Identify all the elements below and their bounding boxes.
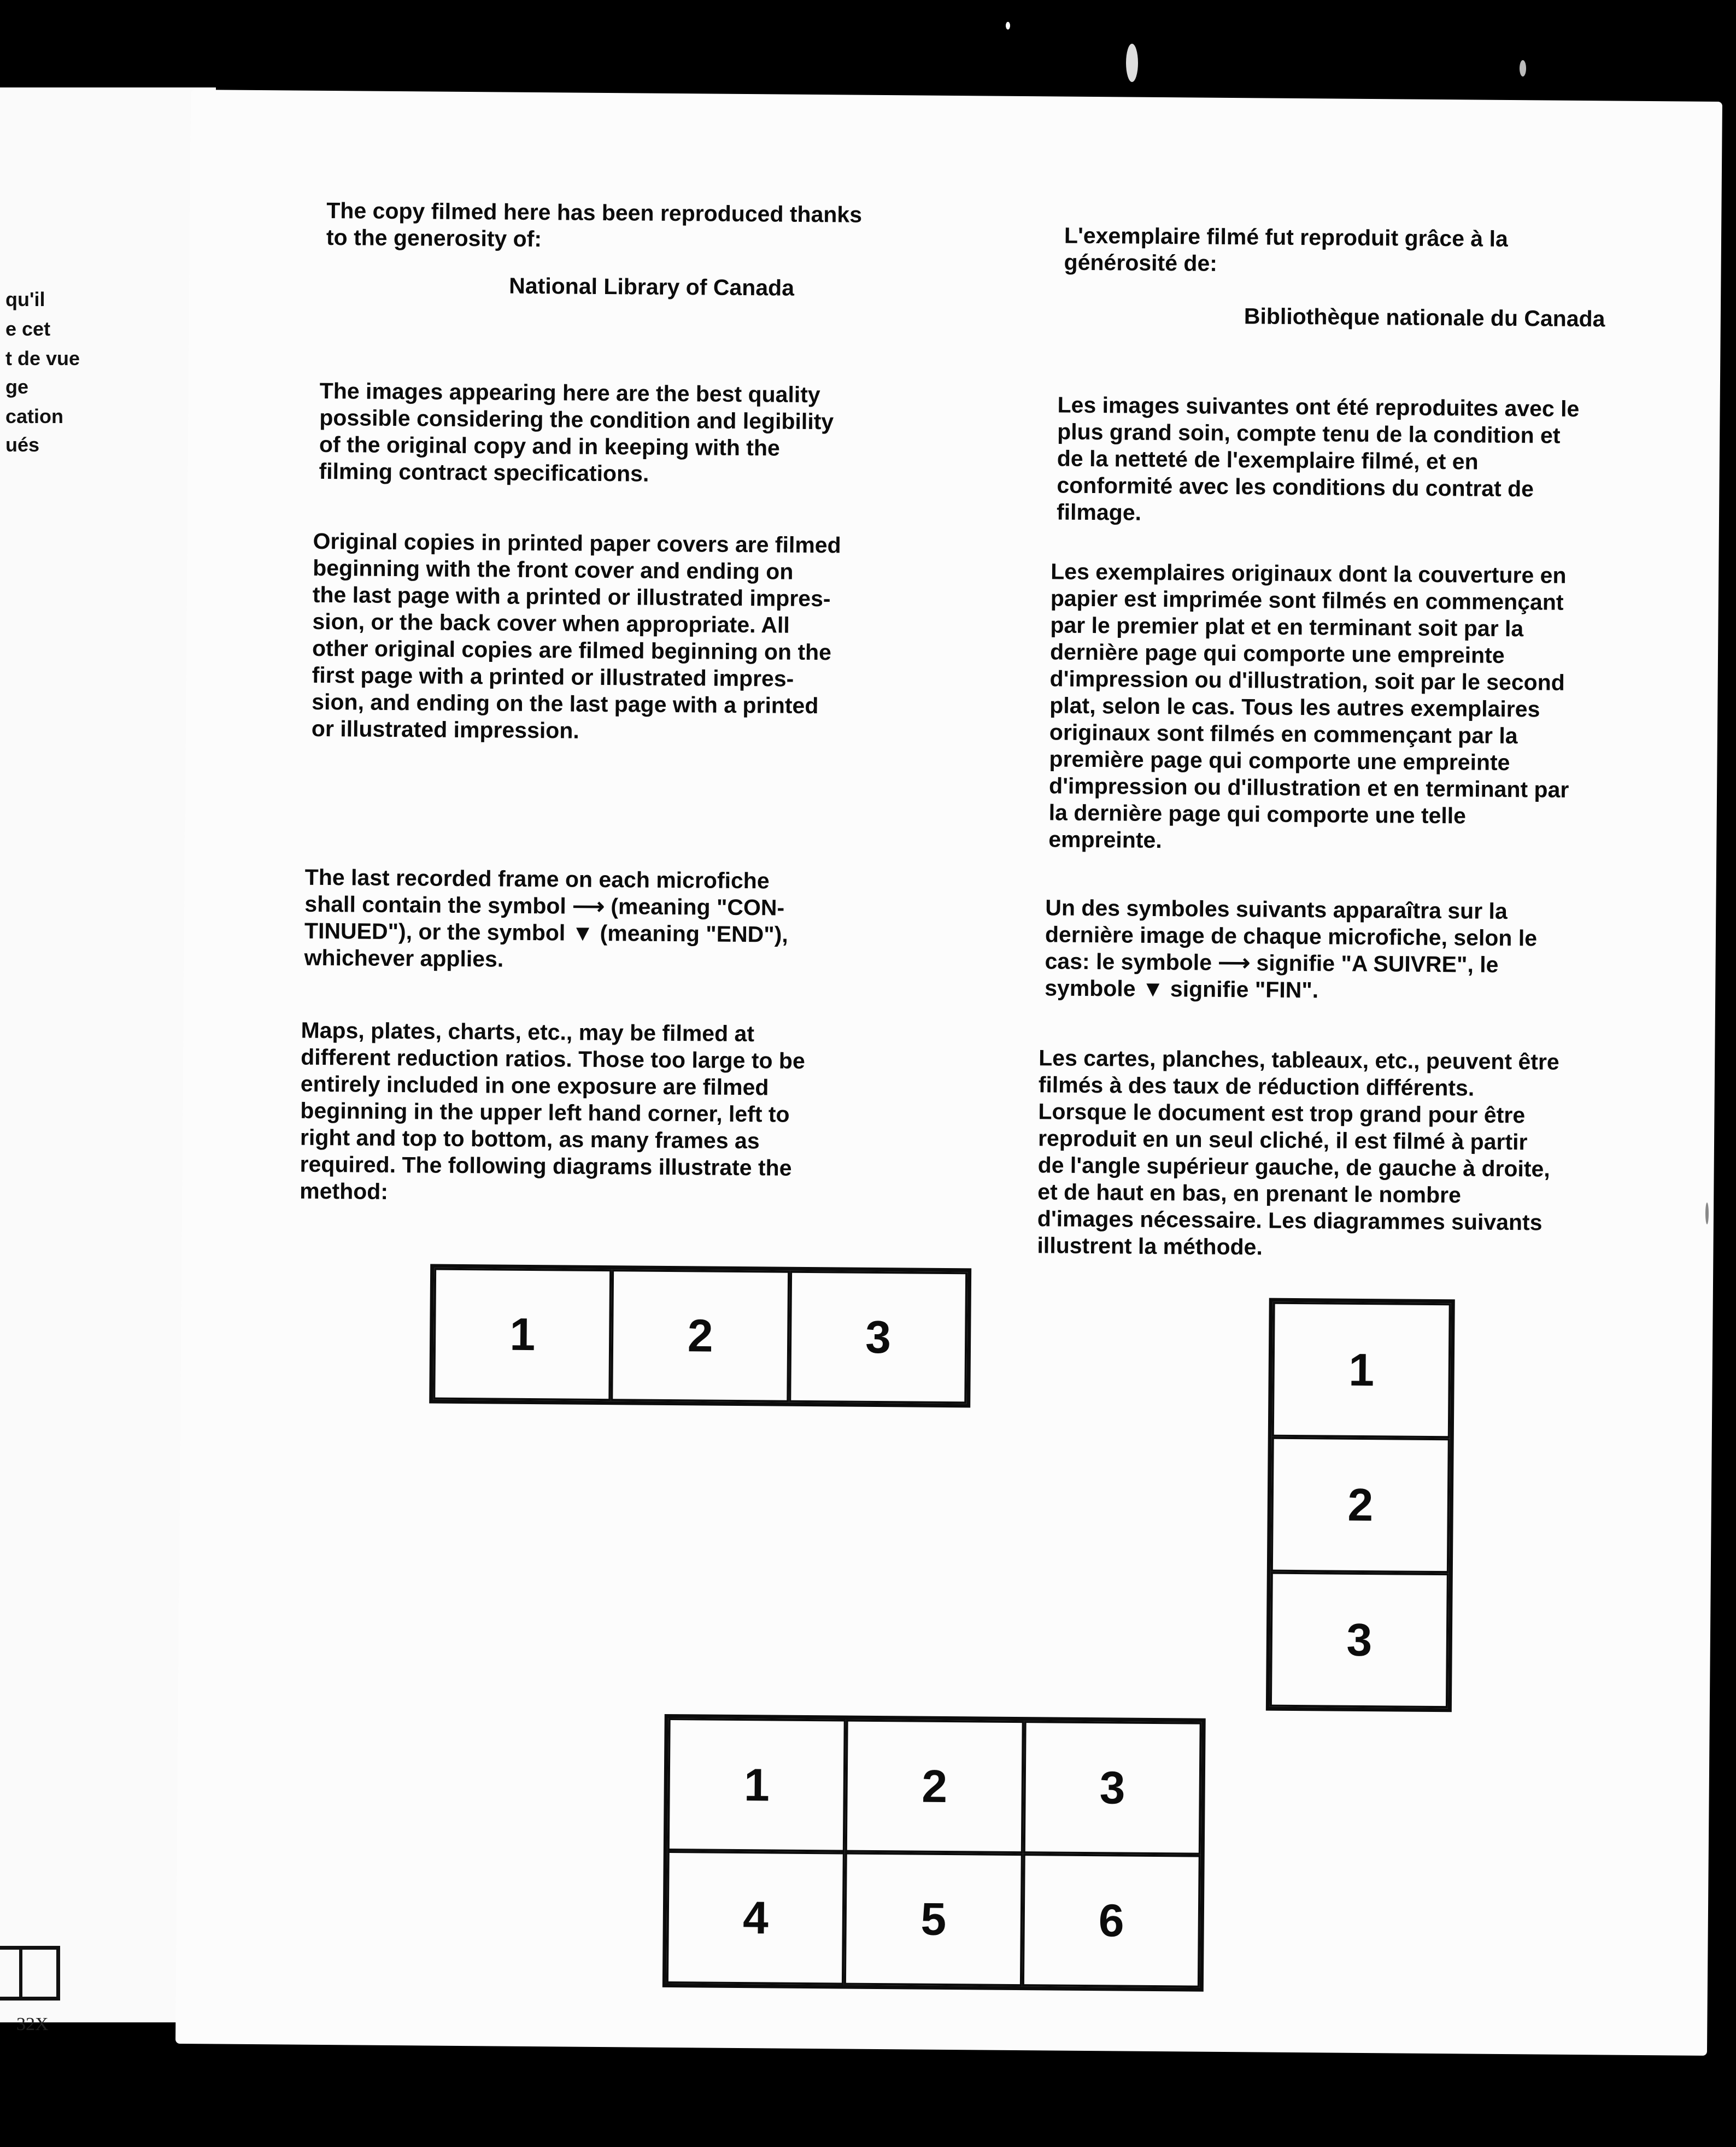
frame-cell: 3 xyxy=(1023,1721,1201,1855)
scan-speck xyxy=(1126,44,1138,82)
vertical-frame-diagram xyxy=(1266,1298,1455,1712)
frame-cell: 4 xyxy=(666,1851,845,1985)
left-text-fragment: e cet xyxy=(5,318,51,340)
frame-cell: 2 xyxy=(611,1269,790,1403)
english-originals-paragraph: Original copies in printed paper covers are filmed beginning with the front cover and ending on the last page with a printed or illustrated impres- sion, or the back cover when appropriate. All other original copies are filmed beginning on the first page with a printed or illustrated impres- sion, and ending on the last page with a printed or illustrated impression. xyxy=(311,528,841,743)
frame-cell: 2 xyxy=(845,1720,1024,1854)
scan-speck xyxy=(1520,60,1526,77)
grid-frame-diagram xyxy=(662,1714,1206,1992)
scan-speck xyxy=(1705,1202,1709,1224)
french-quality-paragraph: Les images suivantes ont été reproduites avec le plus grand soin, compte tenu de la condition et de la netteté de l'exemplaire filmé, et en conformité avec les conditions du contrat de filmage. xyxy=(1056,392,1580,525)
french-institution: Bibliothèque nationale du Canada xyxy=(1244,303,1605,332)
frame-cell: 1 xyxy=(433,1268,612,1401)
english-institution: National Library of Canada xyxy=(509,273,795,301)
french-symbols-paragraph: Un des symboles suivants apparaîtra sur la dernière image de chaque microfiche, selon le cas: le symbole ⟶ signifie "A SUIVRE", le symbole ▼ signifie "FIN". xyxy=(1045,895,1538,1003)
frame-cell: 2 xyxy=(1271,1437,1450,1574)
frame-cell: 6 xyxy=(1022,1853,1201,1988)
frame-cell: 3 xyxy=(1270,1572,1449,1709)
frame-cell: 3 xyxy=(789,1271,967,1404)
scan-speck xyxy=(1006,22,1010,30)
english-quality-paragraph: The images appearing here are the best quality possible considering the condition and legibility of the original copy and in keeping with the filming contract specifications. xyxy=(319,378,834,486)
left-frame-box xyxy=(0,1946,60,2001)
left-text-fragment: ge xyxy=(5,376,29,398)
scale-label: 32X xyxy=(16,2014,49,2034)
french-intro: L'exemplaire filmé fut reproduit grâce à la générosité de: xyxy=(1064,222,1508,276)
left-text-fragment: t de vue xyxy=(5,347,80,369)
frame-cell: 5 xyxy=(844,1852,1023,1987)
left-text-fragment: ués xyxy=(5,433,40,456)
english-symbols-paragraph: The last recorded frame on each microfiche shall contain the symbol ⟶ (meaning "CON- TINUED"), or the symbol ▼ (meaning "END"), whichever applies. xyxy=(304,864,788,972)
left-text-fragment: qu'il xyxy=(5,288,45,310)
horizontal-frame-diagram xyxy=(429,1264,971,1408)
french-maps-paragraph: Les cartes, planches, tableaux, etc., peuvent être filmés à des taux de réduction différents. Lorsque le document est trop grand pour être reproduit en un seul cliché, il est filmé à partir de l'angle supérieur gauche, de gauche à droite, et de haut en bas, en prenant le nombre d'images nécessaire. Les diagrammes suivants illustrent la méthode. xyxy=(1037,1045,1559,1260)
french-originals-paragraph: Les exemplaires originaux dont la couverture en papier est imprimée sont filmés en commençant par le premier plat et en terminant soit par la dernière page qui comporte une empreinte d'impression ou d'illustration, soit par le second plat, selon le cas. Tous les autres exemplaires originaux sont filmés en commençant par la première page qui comporte une empreinte d'impression ou d'illustration et en terminant par la dernière page qui comporte une telle empreinte. xyxy=(1048,559,1569,853)
left-text-fragment: cation xyxy=(5,405,64,427)
document-page xyxy=(175,90,1722,2056)
frame-cell: 1 xyxy=(667,1718,846,1852)
frame-cell: 1 xyxy=(1272,1302,1451,1439)
english-maps-paragraph: Maps, plates, charts, etc., may be filmed at different reduction ratios. Those too large to be entirely included in one exposure are filmed beginning in the upper left hand corner, left to right and top to bottom, as many frames as required. The following diagrams illustrate the method: xyxy=(300,1017,805,1204)
english-intro: The copy filmed here has been reproduced thanks to the generosity of: xyxy=(326,198,863,252)
